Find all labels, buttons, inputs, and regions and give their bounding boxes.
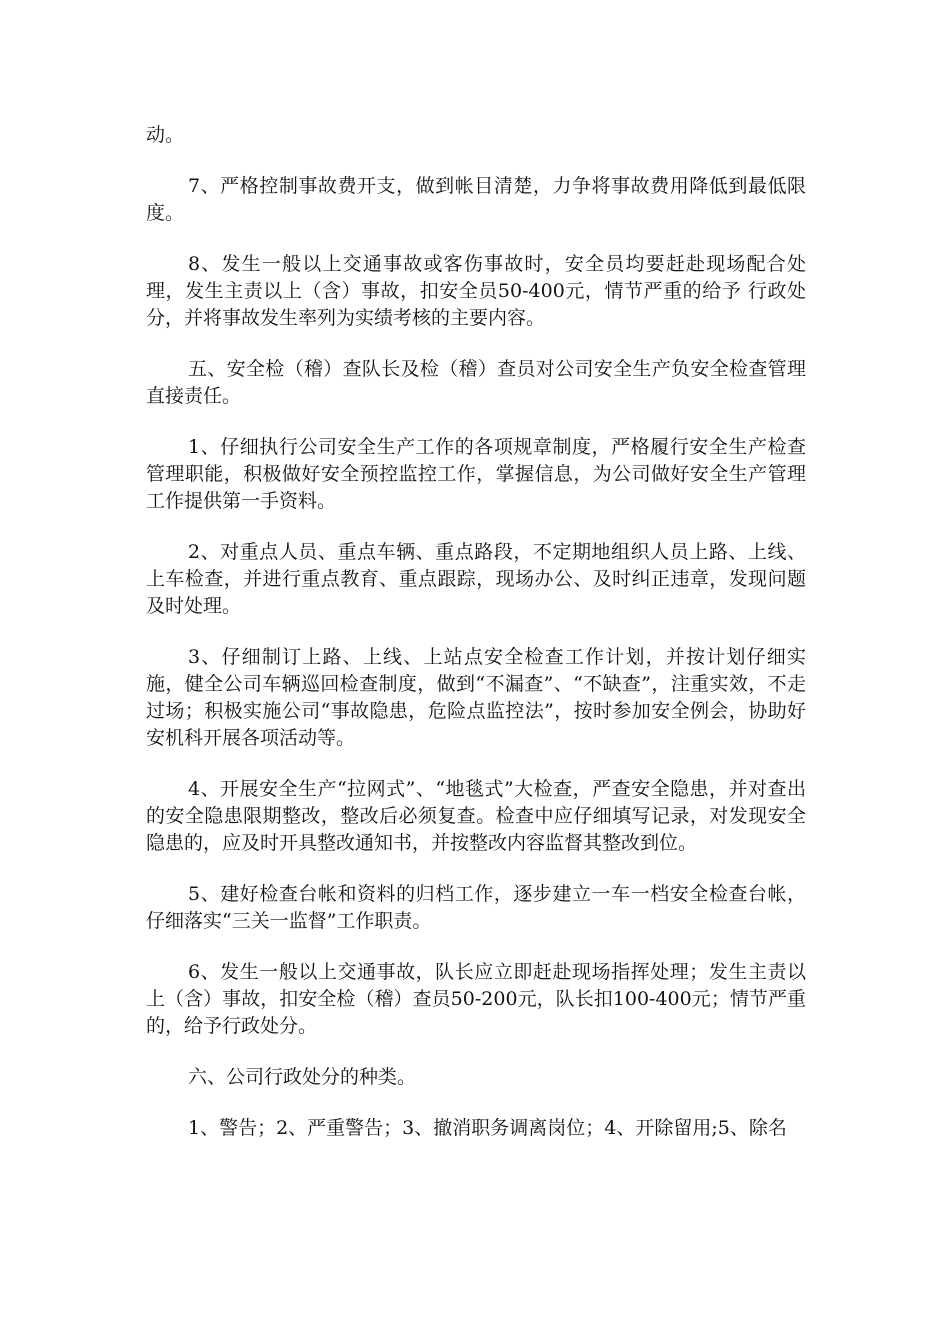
paragraph-item-7: 7、严格控制事故费开支，做到帐目清楚，力争将事故费用降低到最低限度。 — [146, 175, 806, 224]
paragraph-item-2: 2、对重点人员、重点车辆、重点路段，不定期地组织人员上路、上线、上车检查，并进行重点教育、重点跟踪，现场办公、及时纠正违章，发现问题及时处理。 — [146, 541, 806, 617]
section-heading-6: 六、公司行政处分的种类。 — [188, 1066, 417, 1088]
paragraph-item-5: 5、建好检查台帐和资料的归档工作，逐步建立一车一档安全检查台帐，仔细落实“三关一监督”工作职责。 — [146, 883, 806, 932]
paragraph-item-3: 3、仔细制订上路、上线、上站点安全检查工作计划，并按计划仔细实施，健全公司车辆巡回检查制度，做到“不漏查”、“不缺查”，注重实效，不走过场；积极实施公司“事故隐患，危险点监控法”，按时参加安全例会，协助好安机科开展各项活动等。 — [146, 646, 806, 749]
section-heading-5: 五、安全检（稽）查队长及检（稽）查员对公司安全生产负安全检查管理直接责任。 — [146, 358, 806, 407]
paragraph-item-6: 6、发生一般以上交通事故，队长应立即赶赴现场指挥处理；发生主责以上（含）事故，扣安全检（稽）查员50-200元，队长扣100-400元；情节严重的，给予行政处分。 — [146, 961, 806, 1037]
paragraph-item-4: 4、开展安全生产“拉网式”、“地毯式”大检查，严查安全隐患，并对查出的安全隐患限期整改，整改后必须复查。检查中应仔细填写记录，对发现安全隐患的，应及时开具整改通知书，并按整改内容监督其整改到位。 — [146, 778, 806, 854]
paragraph-item-1: 1、仔细执行公司安全生产工作的各项规章制度，严格履行安全生产检查管理职能，积极做好安全预控监控工作，掌握信息，为公司做好安全生产管理工作提供第一手资料。 — [146, 436, 806, 512]
paragraph-item-8: 8、发生一般以上交通事故或客伤事故时，安全员均要赶赴现场配合处理，发生主责以上（含）事故，扣安全员50-400元，情节严重的给予 行政处分，并将事故发生率列为实绩考核的主要内容。 — [146, 253, 806, 329]
document-body — [146, 122, 806, 1166]
paragraph-penalty-types: 1、警告；2、严重警告；3、撤消职务调离岗位；4、开除留用;5、除名 — [188, 1117, 787, 1139]
paragraph-continuation: 动。 — [146, 124, 185, 146]
